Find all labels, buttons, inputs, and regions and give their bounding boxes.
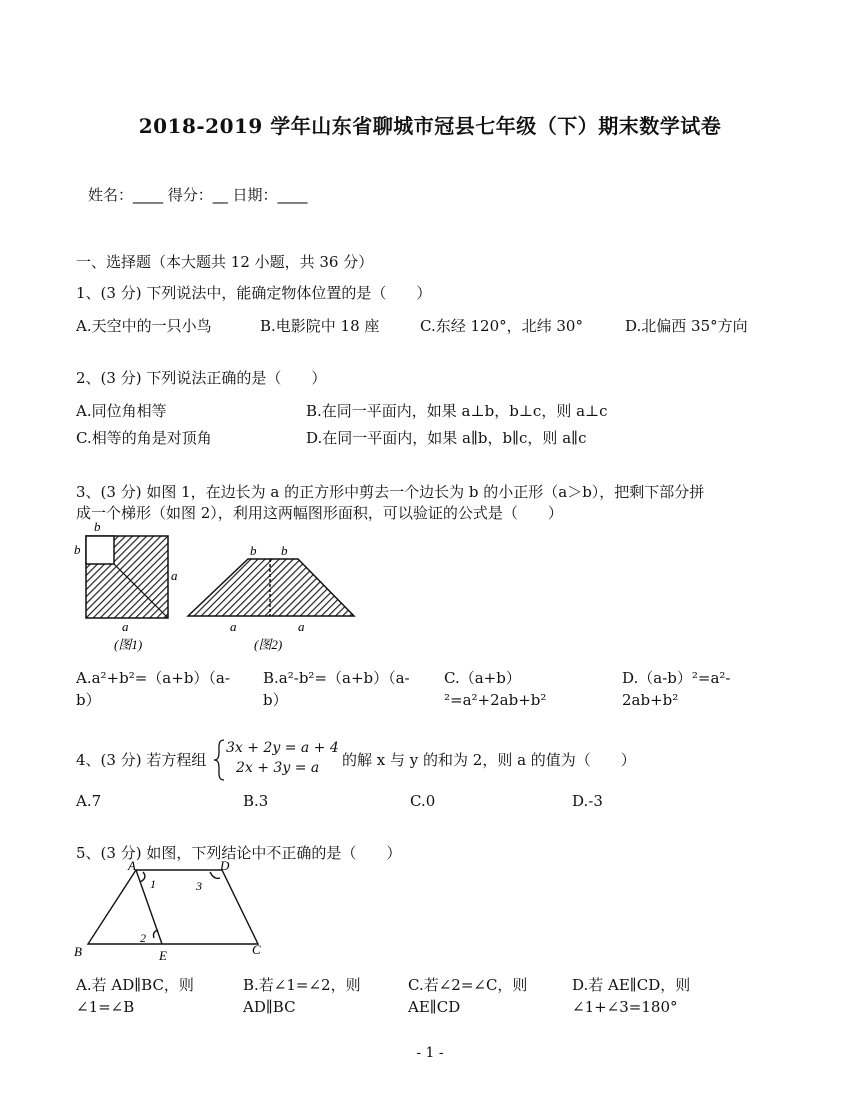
q3-option-d-line2: 2ab+b² xyxy=(622,691,679,709)
q5-trapezoid xyxy=(88,870,258,944)
point-c-label: C xyxy=(252,942,261,957)
point-e-label: E xyxy=(159,948,167,963)
q5-option-a-line2: ∠1=∠B xyxy=(76,998,135,1016)
q3-option-a-line2: b） xyxy=(76,691,101,709)
q5-figure xyxy=(70,858,280,968)
student-info-line: 姓名：____ 得分：__ 日期：____ xyxy=(88,186,308,204)
q3-option-c-line2: ²=a²+2ab+b² xyxy=(444,691,547,709)
angle-2-label: 2 xyxy=(140,931,146,945)
fig1-label-a-bottom: a xyxy=(122,619,129,634)
point-a-label: A xyxy=(128,858,136,873)
fig2-label-b-right: b xyxy=(281,543,288,558)
q2-option-a: A.同位角相等 xyxy=(76,402,167,420)
angle-3-label: 3 xyxy=(196,879,202,893)
q5-option-c-line1: C.若∠2=∠C，则 xyxy=(408,976,528,994)
fig1-label-b-top: b xyxy=(94,519,101,534)
angle-1-label: 1 xyxy=(150,877,156,891)
point-b-label: B xyxy=(74,944,82,959)
q2-option-b: B.在同一平面内，如果 a⊥b，b⊥c，则 a⊥c xyxy=(306,402,608,420)
q2-option-d: D.在同一平面内，如果 a∥b，b∥c，则 a∥c xyxy=(306,429,587,447)
question-2-stem: 2、(3 分) 下列说法正确的是（ ） xyxy=(76,369,327,387)
q5-option-d-line2: ∠1+∠3=180° xyxy=(572,998,678,1016)
q3-option-a-line1: A.a²+b²=（a+b）（a- xyxy=(76,669,230,687)
page-number: - 1 - xyxy=(416,1045,444,1061)
q4-option-c: C.0 xyxy=(410,792,436,810)
q5-option-a-line1: A.若 AD∥BC，则 xyxy=(76,976,194,994)
q3-option-c-line1: C.（a+b） xyxy=(444,669,521,687)
fig1-label-a-right: a xyxy=(171,568,178,583)
q4-equation-1: 3x + 2y = a + 4 xyxy=(226,740,339,756)
point-d-label: D xyxy=(220,858,230,873)
figure-2-trapezoid xyxy=(188,559,354,616)
q3-option-d-line1: D.（a-b）²=a²- xyxy=(622,669,731,687)
q4-option-b: B.3 xyxy=(243,792,269,810)
section-heading: 一、选择题（本大题共 12 小题，共 36 分） xyxy=(76,253,374,271)
q4-option-a: A.7 xyxy=(76,792,102,810)
q5-option-b-line1: B.若∠1=∠2，则 xyxy=(243,976,361,994)
question-3-stem-line2: 成一个梯形（如图 2），利用这两幅图形面积，可以验证的公式是（ ） xyxy=(76,504,563,522)
fig2-caption: (图2) xyxy=(254,637,283,652)
q4-equation-2: 2x + 3y = a xyxy=(236,760,320,776)
question-4-stem-post: 的解 x 与 y 的和为 2，则 a 的值为（ ） xyxy=(342,751,636,769)
q5-option-d-line1: D.若 AE∥CD，则 xyxy=(572,976,691,994)
question-4-stem-pre: 4、(3 分) 若方程组 xyxy=(76,751,207,769)
q1-option-b: B.电影院中 18 座 xyxy=(260,317,380,335)
q5-option-b-line2: AD∥BC xyxy=(243,998,296,1016)
q4-brace xyxy=(212,738,226,782)
fig1-label-b-left: b xyxy=(74,542,81,557)
figure-1-square xyxy=(86,536,168,618)
q5-option-c-line2: AE∥CD xyxy=(408,998,461,1016)
fig2-label-a-left: a xyxy=(230,619,237,634)
fig1-caption: (图1) xyxy=(114,637,143,652)
q3-option-b-line2: b） xyxy=(263,691,288,709)
fig2-label-b-left: b xyxy=(250,543,257,558)
fig2-label-a-right: a xyxy=(298,619,305,634)
q3-figures xyxy=(72,518,372,658)
q3-option-b-line1: B.a²-b²=（a+b）（a- xyxy=(263,669,410,687)
page-title: 2018-2019 学年山东省聊城市冠县七年级（下）期末数学试卷 xyxy=(138,114,722,138)
question-3-stem-line1: 3、(3 分) 如图 1，在边长为 a 的正方形中剪去一个边长为 b 的小正形（a＞b），把剩下部分拼 xyxy=(76,483,705,501)
question-1-stem: 1、(3 分) 下列说法中，能确定物体位置的是（ ） xyxy=(76,284,432,302)
q2-option-c: C.相等的角是对顶角 xyxy=(76,429,212,447)
question-5-stem: 5、(3 分) 如图，下列结论中不正确的是（ ） xyxy=(76,844,402,862)
q1-option-a: A.天空中的一只小鸟 xyxy=(76,317,212,335)
q1-option-d: D.北偏西 35°方向 xyxy=(625,317,748,335)
q1-option-c: C.东经 120°，北纬 30° xyxy=(420,317,583,335)
q4-option-d: D.-3 xyxy=(572,792,603,810)
